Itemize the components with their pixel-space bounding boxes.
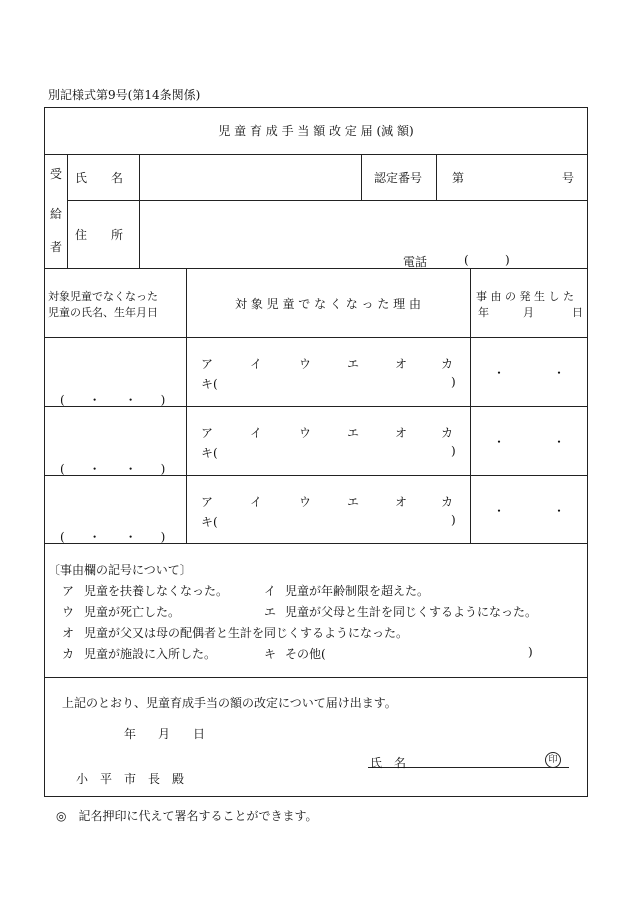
reason-option-e[interactable]: エ xyxy=(347,426,360,440)
reason-other-close: ) xyxy=(451,444,456,458)
reason-option-o[interactable]: オ xyxy=(395,357,408,371)
reason-option-i[interactable]: イ xyxy=(250,357,263,371)
reason-option-u[interactable]: ウ xyxy=(299,495,312,509)
phone-open-paren: ( xyxy=(464,253,469,267)
reason-other-field[interactable] xyxy=(222,511,448,527)
reason-option-e[interactable]: エ xyxy=(347,495,360,509)
address-label: 住 所 xyxy=(75,228,124,242)
legend-heading: 〔事由欄の記号について〕 xyxy=(48,563,192,577)
reason-option-u[interactable]: ウ xyxy=(299,357,312,371)
reason-other-field[interactable] xyxy=(222,442,448,458)
legend-text-i: 児童が年齢制限を超えた。 xyxy=(285,584,430,598)
legend-text-o: 児童が父又は母の配偶者と生計を同じくするようになった。 xyxy=(84,626,409,640)
col2-header: 対 象 児 童 で な く な っ た 理 由 xyxy=(235,297,421,311)
recipient-side-char-1: 受 xyxy=(50,167,63,181)
col3-header-month: 月 xyxy=(523,306,534,319)
phone-close-paren: ) xyxy=(505,253,510,267)
col3-header-year: 年 xyxy=(478,306,489,319)
reason-option-a[interactable]: ア xyxy=(201,357,214,371)
cert-number-suffix: 号 xyxy=(562,171,575,185)
col3-header-day: 日 xyxy=(572,306,583,319)
reason-option-a[interactable]: ア xyxy=(201,426,214,440)
legend-text-e: 児童が父母と生計を同じくするようになった。 xyxy=(285,605,538,619)
reason-option-o[interactable]: オ xyxy=(395,495,408,509)
reason-other-field[interactable] xyxy=(222,373,448,389)
declaration-statement: 上記のとおり、児童育成手当の額の改定について届け出ます。 xyxy=(62,696,397,710)
address-field[interactable] xyxy=(141,202,585,248)
child-birthdate[interactable]: ( ・ ・ ) xyxy=(60,393,166,407)
event-date-field[interactable]: ・ ・ xyxy=(492,435,565,449)
phone-field[interactable] xyxy=(472,250,502,266)
col1-header-line1: 対象児童でなくなった xyxy=(48,290,158,303)
reason-other-label: キ( xyxy=(201,515,218,529)
declaration-year-label: 年 xyxy=(124,727,137,741)
mayor-recipient: 小 平 市 長 殿 xyxy=(76,772,185,786)
legend-code-ka: カ xyxy=(62,647,75,661)
name-field[interactable] xyxy=(141,156,359,199)
reason-option-e[interactable]: エ xyxy=(347,357,360,371)
reason-option-i[interactable]: イ xyxy=(250,426,263,440)
cert-number-field[interactable] xyxy=(468,156,558,199)
event-date-field[interactable]: ・ ・ xyxy=(492,366,565,380)
reason-option-i[interactable]: イ xyxy=(250,495,263,509)
legend-code-i: イ xyxy=(264,584,277,598)
legend-code-o: オ xyxy=(62,626,75,640)
footnote: ◎ 記名押印に代えて署名することができます。 xyxy=(56,809,318,823)
reason-option-o[interactable]: オ xyxy=(395,426,408,440)
reason-option-ka[interactable]: カ xyxy=(441,426,454,440)
reason-option-a[interactable]: ア xyxy=(201,495,214,509)
recipient-side-char-3: 者 xyxy=(50,240,63,254)
legend-text-u: 児童が死亡した。 xyxy=(84,605,181,619)
col3-header-line1: 事 由 の 発 生 し た xyxy=(476,290,574,303)
reason-option-ka[interactable]: カ xyxy=(441,495,454,509)
legend-text-ka: 児童が施設に入所した。 xyxy=(84,647,217,661)
reason-other-close: ) xyxy=(451,513,456,527)
reason-other-close: ) xyxy=(451,375,456,389)
declaration-date-field[interactable] xyxy=(90,720,210,740)
signature-label: 氏 名 xyxy=(370,756,407,770)
signature-field[interactable] xyxy=(420,750,540,767)
reason-other-label: キ( xyxy=(201,446,218,460)
phone-label: 電話 xyxy=(403,255,428,269)
name-label: 氏 名 xyxy=(75,171,124,185)
cert-number-label: 認定番号 xyxy=(374,171,423,185)
legend-code-a: ア xyxy=(62,584,75,598)
legend-text-ki: その他( xyxy=(285,647,326,661)
legend-code-ki: キ xyxy=(264,647,277,661)
form-title: 児 童 育 成 手 当 額 改 定 届 (減 額) xyxy=(218,124,414,138)
form-number-label: 別記様式第9号(第14条関係) xyxy=(48,88,201,102)
reason-option-ka[interactable]: カ xyxy=(441,357,454,371)
recipient-side-char-2: 給 xyxy=(50,207,63,221)
declaration-day-label: 日 xyxy=(193,727,206,741)
col1-header-line2: 児童の氏名、生年月日 xyxy=(48,306,158,319)
child-birthdate[interactable]: ( ・ ・ ) xyxy=(60,462,166,476)
child-name-field[interactable] xyxy=(46,408,184,456)
legend-other-close: ) xyxy=(528,645,533,659)
reason-option-u[interactable]: ウ xyxy=(299,426,312,440)
reason-other-label: キ( xyxy=(201,377,218,391)
legend-text-a: 児童を扶養しなくなった。 xyxy=(84,584,229,598)
child-birthdate[interactable]: ( ・ ・ ) xyxy=(60,530,166,544)
cert-number-prefix: 第 xyxy=(452,171,465,185)
seal-mark: 印 xyxy=(545,752,561,768)
legend-code-u: ウ xyxy=(62,605,75,619)
child-name-field[interactable] xyxy=(46,339,184,387)
child-name-field[interactable] xyxy=(46,477,184,525)
declaration-month-label: 月 xyxy=(158,727,171,741)
event-date-field[interactable]: ・ ・ xyxy=(492,504,565,518)
legend-code-e: エ xyxy=(264,605,277,619)
